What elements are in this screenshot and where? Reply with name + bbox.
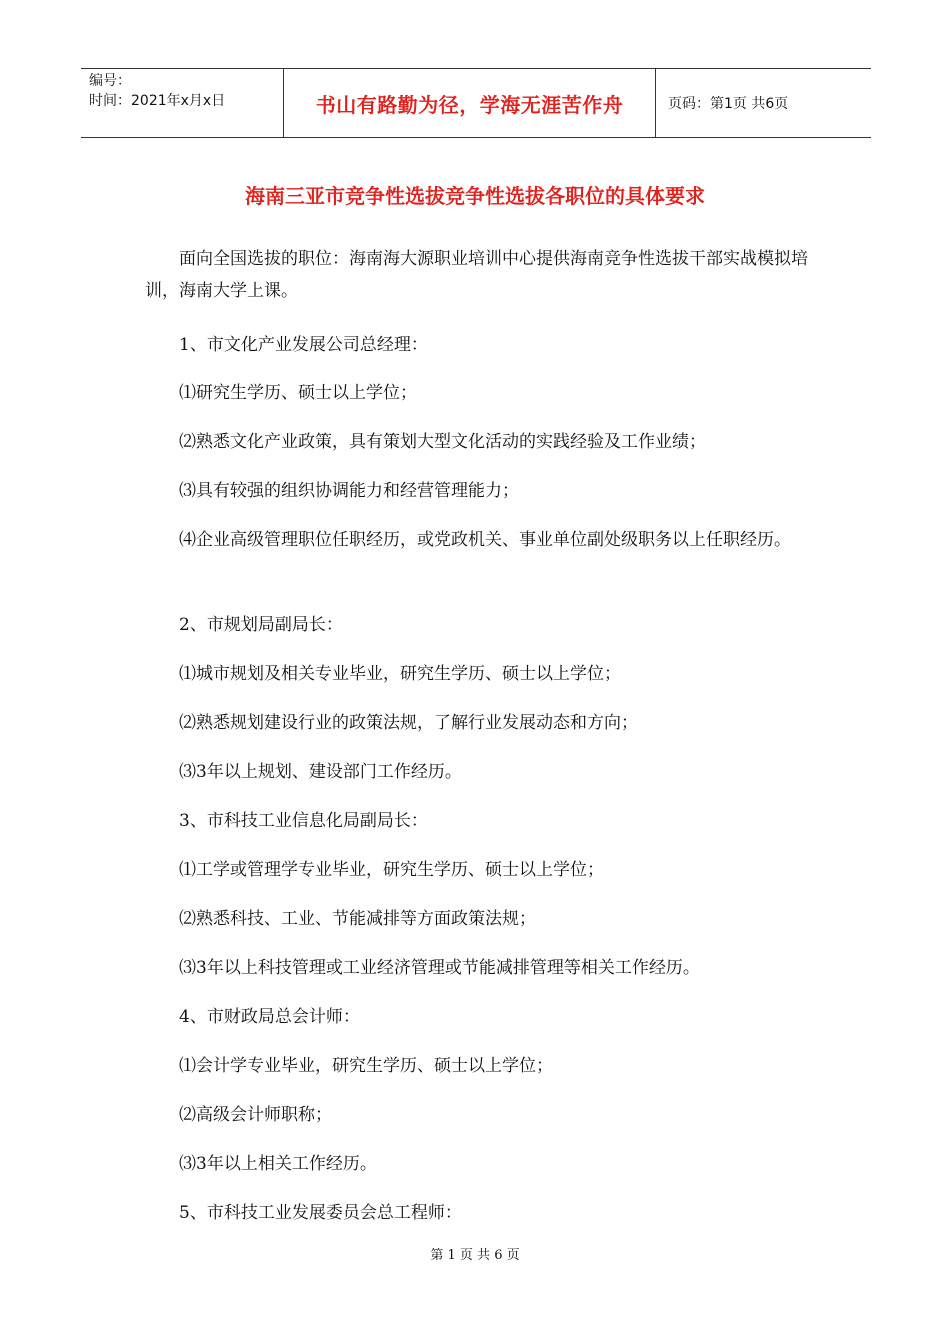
list-item: ⑴研究生学历、硕士以上学位；	[179, 383, 417, 403]
list-item: ⑴工学或管理学专业毕业，研究生学历、硕士以上学位；	[179, 860, 604, 880]
list-item: ⑶具有较强的组织协调能力和经营管理能力；	[179, 481, 519, 501]
list-item: ⑴城市规划及相关专业毕业，研究生学历、硕士以上学位；	[179, 664, 621, 684]
list-item: 2、市规划局副局长：	[179, 615, 343, 635]
list-item: ⑴会计学专业毕业，研究生学历、硕士以上学位；	[179, 1056, 553, 1076]
list-item: 3、市科技工业信息化局副局长：	[179, 811, 428, 831]
list-item: ⑵熟悉规划建设行业的政策法规，了解行业发展动态和方向；	[179, 713, 638, 733]
header-meta	[81, 69, 284, 137]
list-item: ⑵熟悉文化产业政策，具有策划大型文化活动的实践经验及工作业绩；	[179, 432, 706, 452]
page-info: 页码：第1页 共6页	[668, 96, 789, 112]
number-label: 编号：	[89, 73, 131, 89]
header-page-info-cell	[656, 69, 871, 137]
list-item: 4、市财政局总会计师：	[179, 1007, 360, 1027]
list-item: 1、市文化产业发展公司总经理：	[179, 335, 428, 355]
document-title: 海南三亚市竞争性选拔竞争性选拔各职位的具体要求	[245, 184, 705, 208]
motto: 书山有路勤为径，学海无涯苦作舟	[315, 92, 624, 117]
list-item: 5、市科技工业发展委员会总工程师：	[179, 1203, 462, 1223]
time-label: 时间：2021年x月x日	[89, 93, 226, 109]
intro-paragraph: 面向全国选拔的职位：海南海大源职业培训中心提供海南竞争性选拔干部实战模拟培训，海南大学上课。	[145, 249, 808, 301]
page-footer: 第 1 页 共 6 页	[430, 1248, 520, 1263]
page-header	[81, 68, 871, 138]
header-motto-cell	[284, 69, 656, 137]
list-item: ⑶3年以上规划、建设部门工作经历。	[179, 762, 462, 782]
list-item: ⑵熟悉科技、工业、节能减排等方面政策法规；	[179, 909, 536, 929]
list-item: ⑵高级会计师职称；	[179, 1105, 332, 1125]
list-item: ⑷企业高级管理职位任职经历，或党政机关、事业单位副处级职务以上任职经历。	[179, 530, 791, 550]
list-item: ⑶3年以上相关工作经历。	[179, 1154, 377, 1174]
list-item: ⑶3年以上科技管理或工业经济管理或节能减排管理等相关工作经历。	[179, 958, 700, 978]
